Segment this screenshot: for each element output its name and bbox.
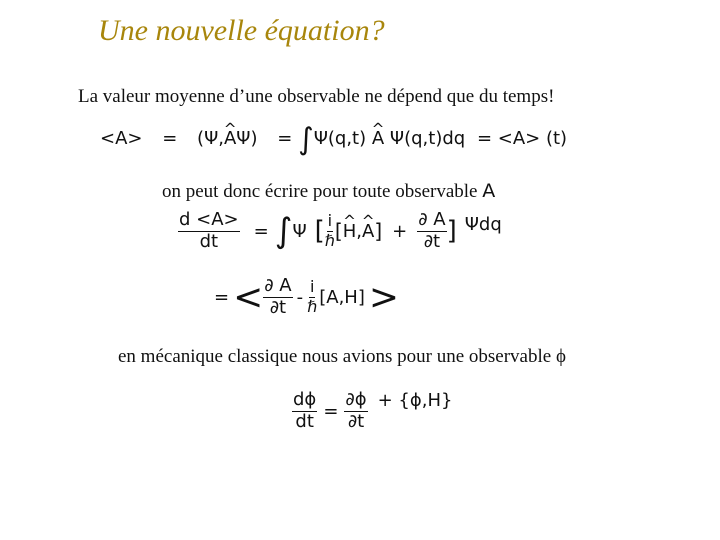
equation-mean-value [100,122,567,157]
poisson-bracket: + {ϕ,H} [377,390,453,411]
fraction-partial-phi-partial-t [344,390,367,432]
plus-sign: + [392,220,408,242]
equals-sign: = [214,286,230,308]
partial-t: ∂t [423,230,441,252]
fraction-i: i [327,211,333,231]
inner-product-right: Ψ) [236,128,258,149]
fraction-hbar: ℏ [324,230,335,250]
intro-text: La valeur moyenne d’une observable ne dépend que du temps! [78,86,555,107]
fraction-i: i [309,277,315,297]
commutator-close: ] [374,219,383,244]
fraction-partial-a-partial-t [417,210,446,252]
right-bracket: ] [446,216,457,247]
operator-h: ^ H [343,221,357,242]
dt: dt [295,410,314,432]
fraction-denominator: dt [199,230,219,252]
fraction-i-hbar [307,278,317,316]
slide-title: Une nouvelle équation? [98,14,385,47]
minus-sign: - [296,286,304,308]
partial-phi: ∂ϕ [345,389,367,410]
equation-poisson [292,390,452,432]
equals-sign: = [162,128,178,149]
partial-a: ∂ A [418,209,446,230]
classical-text [118,346,566,368]
integrand-left: Ψ(q,t) [313,128,367,149]
left-bracket: [ [314,216,325,247]
observable-text [162,180,495,203]
equation-expectation [214,276,399,318]
mean-a-of-t: = <A> (t) [476,128,568,149]
integrand-operator: ^ A [372,128,384,149]
integral-sign: ∫ [298,122,314,157]
equals-sign: = [253,220,269,242]
commutator-a-h: [A,H] [319,286,365,308]
mean-a-symbol: <A> [100,128,143,149]
fraction-d-mean-a-dt [178,210,240,252]
equals-sign-2: = [277,128,293,149]
phi-symbol: ϕ [555,346,566,367]
partial-t: ∂t [347,410,365,432]
classical-sentence: en mécanique classique nous avions pour une observable [118,346,552,367]
fraction-numerator: d <A> [179,209,239,230]
right-angle: > [368,276,400,318]
equation-time-derivative [178,210,502,252]
fraction-partial-a-partial-t [263,276,292,318]
partial-t: ∂t [269,296,287,318]
fraction-dphi-dt [292,390,317,432]
observable-sentence: on peut donc écrire pour toute observable [162,181,478,202]
integrand-right: Ψ(q,t)dq [389,128,466,149]
operator-a: ^ A [362,221,374,242]
psi-symbol: Ψ [292,220,307,242]
comma: , [356,220,362,242]
inner-product-left: (Ψ, [197,128,224,149]
fraction-i-hbar [325,212,335,250]
psi-dq: Ψdq [464,214,502,235]
observable-symbol: A [482,180,496,202]
left-angle: < [233,276,264,318]
fraction-hbar: ℏ [307,296,318,316]
integral-sign: ∫ [274,211,293,252]
dphi: dϕ [293,389,317,410]
partial-a: ∂ A [264,275,292,296]
equals-sign: = [323,400,339,422]
commutator-open: [ [334,219,343,244]
operator-a: ^ A [224,128,236,149]
